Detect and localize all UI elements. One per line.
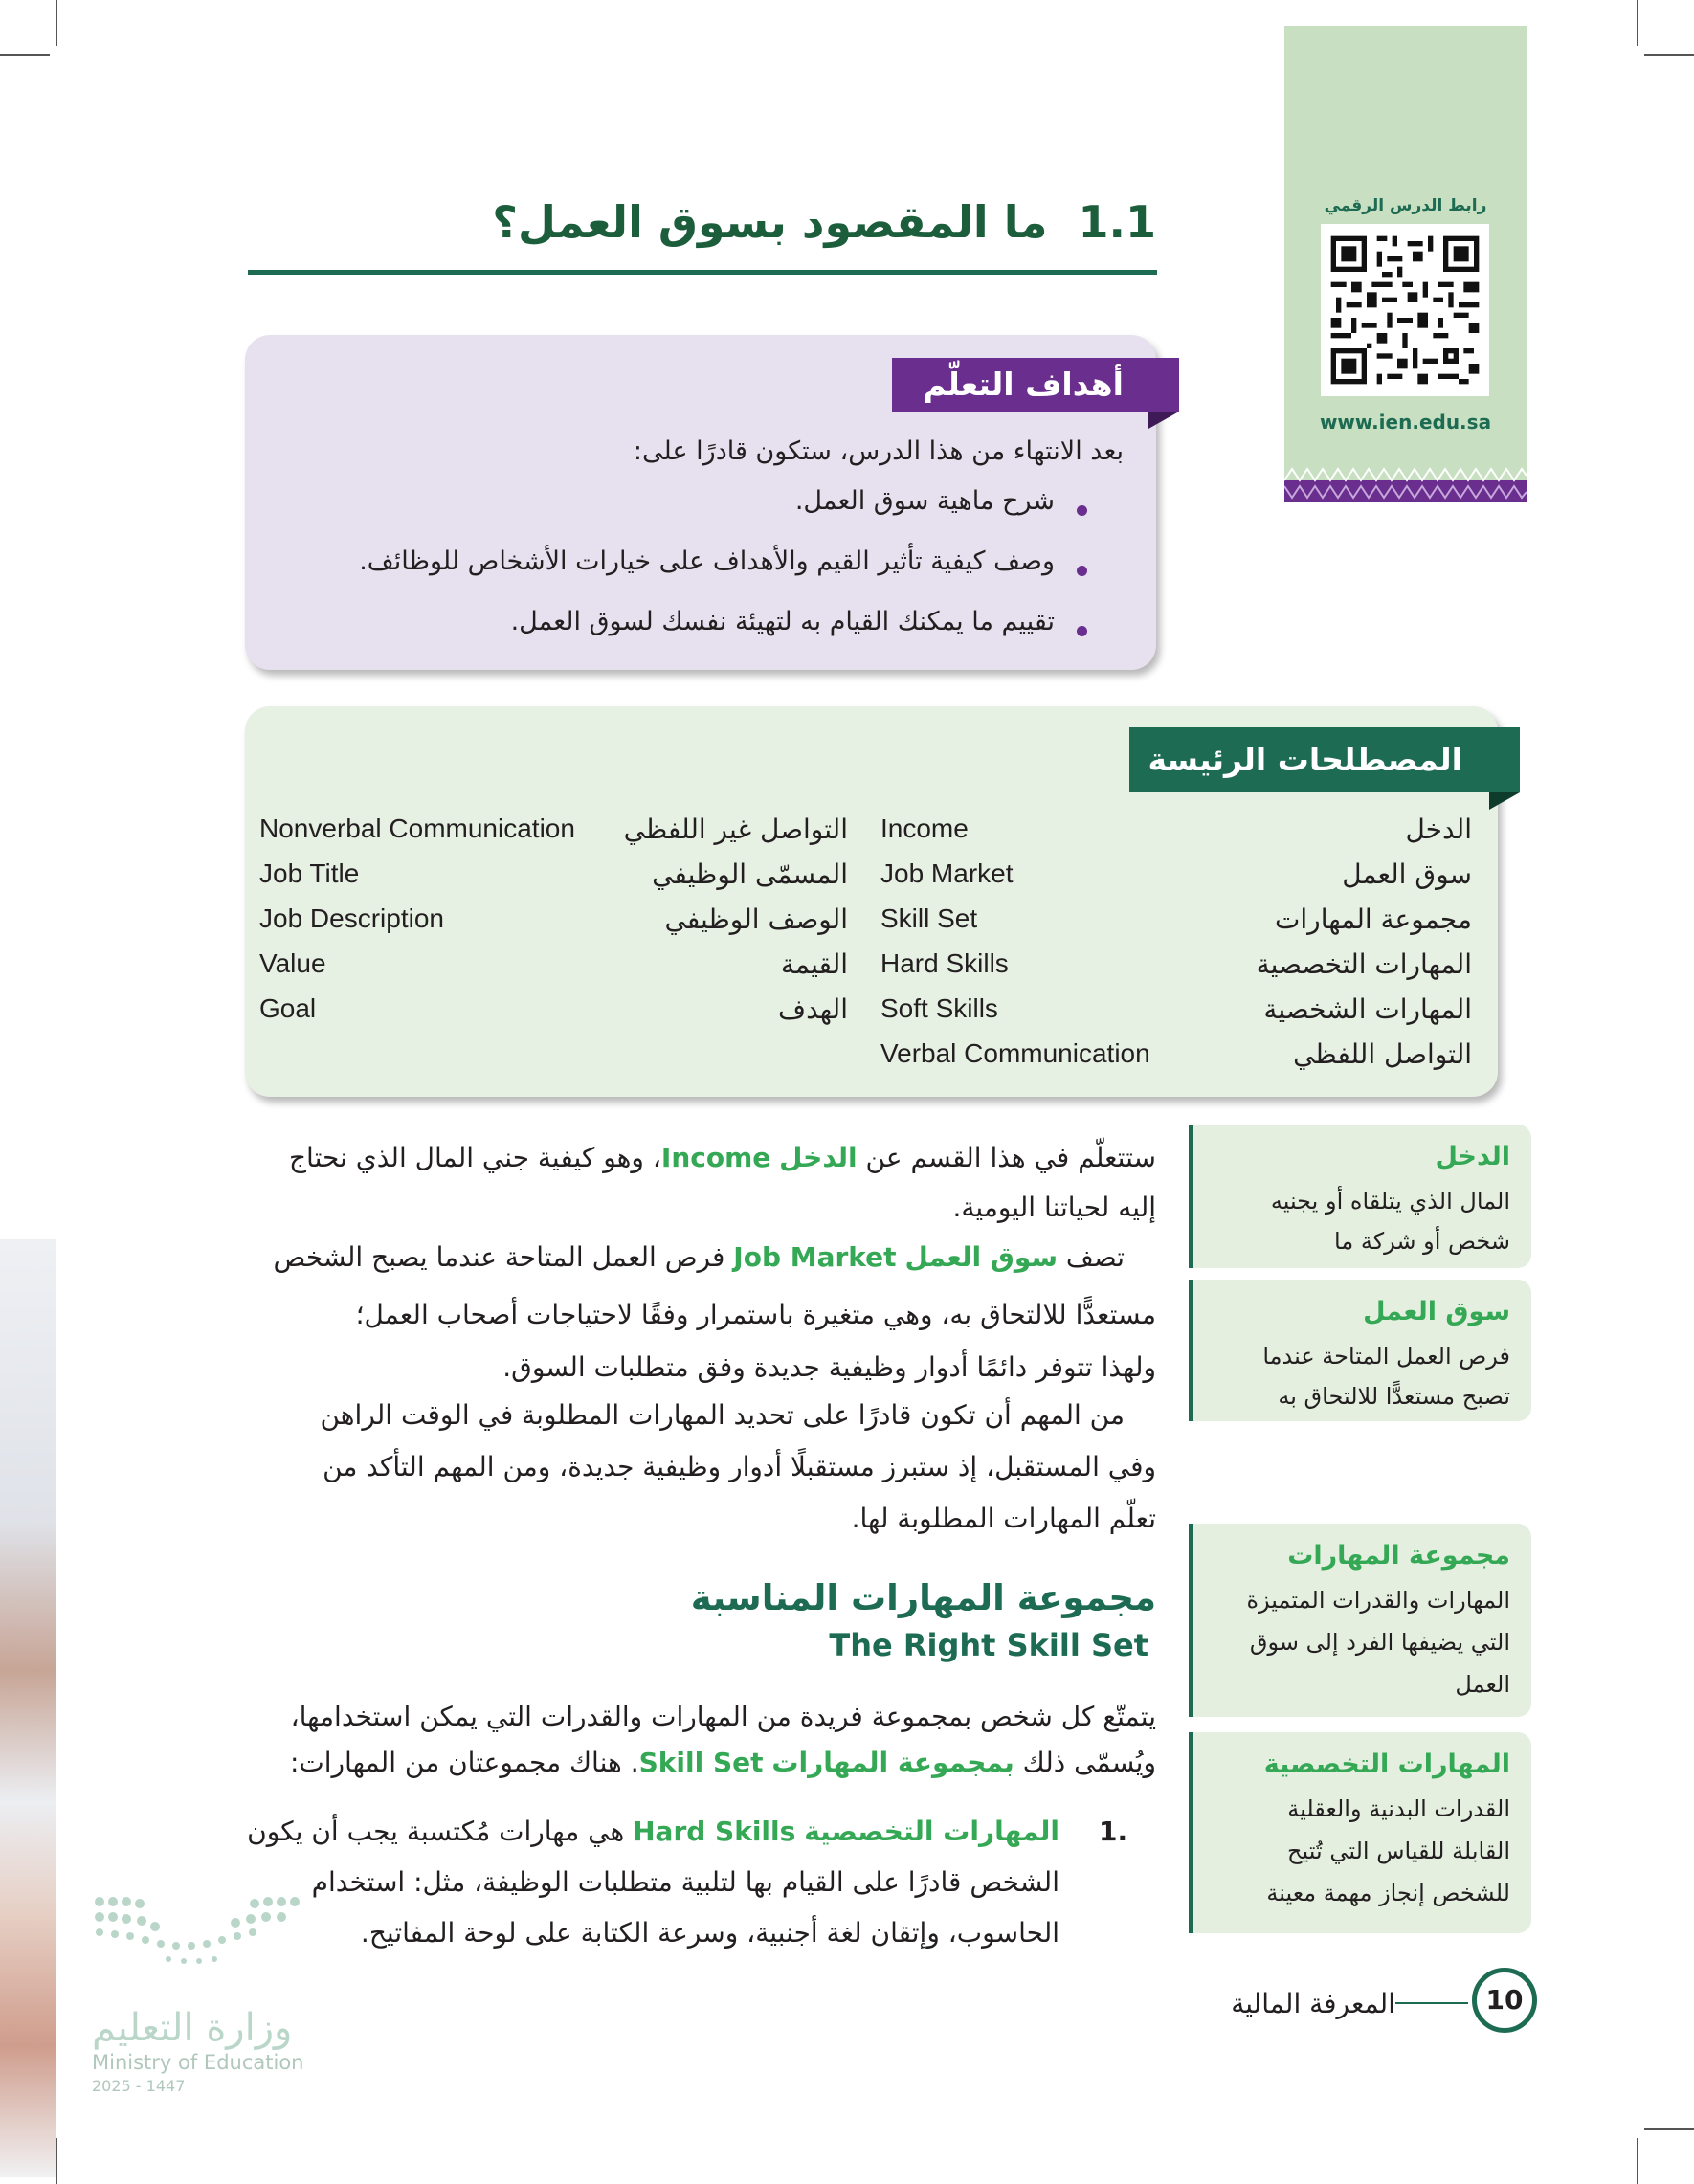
paragraph-line: ويُسمّى ذلك بمجموعة المهارات Skill Set. هناك مجموعتان من المهارات: — [289, 1747, 1156, 1778]
paragraph-line: وفي المستقبل، إذ ستبرز مستقبلًا أدوار وظيفية جديدة، ومن المهم التأكد من — [323, 1451, 1156, 1482]
list-number: 1. — [1099, 1816, 1128, 1847]
definition-line: العمل — [1455, 1671, 1510, 1698]
section-heading-en: The Right Skill Set — [829, 1627, 1148, 1663]
title-divider — [248, 270, 1157, 275]
bullet-dot — [1077, 566, 1087, 576]
paragraph-line: تعلّم المهارات المطلوبة لها. — [851, 1503, 1156, 1534]
objective-item: شرح ماهية سوق العمل. — [794, 486, 1055, 516]
ribbon-fold — [1489, 792, 1520, 810]
definition-line: القابلة للقياس التي تُتيح — [1287, 1838, 1510, 1864]
definition-box-skill-set — [1189, 1524, 1531, 1717]
paragraph-line: مستعدًّا للالتحاق به، وهي متغيرة باستمرار وفقًا لاحتياجات أصحاب العمل؛ — [355, 1299, 1156, 1330]
definition-line: للشخص إنجاز مهمة معينة — [1266, 1880, 1510, 1906]
term-ar: سوق العمل — [1342, 858, 1472, 890]
term-ar: المسمّى الوظيفي — [652, 858, 848, 890]
paragraph-line: ستتعلّم في هذا القسم عن الدخل Income، وهو كيفية جني المال الذي نحتاج — [288, 1142, 1156, 1173]
crop-mark — [1637, 2138, 1638, 2184]
paragraph-line: ولهذا تتوفر دائمًا أدوار وظيفية جديدة وفق متطلبات السوق. — [502, 1351, 1156, 1383]
definition-box-job-market — [1189, 1280, 1531, 1421]
term-ar: التواصل غير اللفظي — [623, 813, 848, 845]
book-title: المعرفة المالية — [1231, 1988, 1395, 2019]
objectives-intro: بعد الانتهاء من هذا الدرس، ستكون قادرًا على: — [633, 436, 1124, 466]
term-ar: مجموعة المهارات — [1275, 903, 1472, 935]
definition-line: المهارات والقدرات المتميزة — [1246, 1587, 1510, 1614]
term-en: Hard Skills — [880, 948, 1009, 978]
qr-code[interactable] — [1321, 224, 1489, 396]
ministry-logo-dots-icon — [92, 1890, 302, 1986]
definition-line: شخص أو شركة ما — [1334, 1228, 1510, 1255]
term-ar: التواصل اللفظي — [1293, 1038, 1472, 1070]
definition-title: سوق العمل — [1363, 1297, 1510, 1326]
paragraph-line: تصف سوق العمل Job Market فرص العمل المتاحة عندما يصبح الشخص — [273, 1241, 1125, 1273]
term-ar: القيمة — [780, 948, 848, 980]
paragraph-line: إليه لحياتنا اليومية. — [952, 1192, 1156, 1223]
lesson-title — [492, 196, 1156, 248]
term-en: Nonverbal Communication — [259, 813, 575, 843]
term-en: Job Market — [880, 858, 1014, 888]
definition-box-income — [1189, 1125, 1531, 1268]
crop-mark — [1644, 54, 1694, 56]
list-item-line: المهارات التخصصية Hard Skills هي مهارات مُكتسبة يجب أن يكون — [247, 1816, 1059, 1847]
definition-title: مجموعة المهارات — [1287, 1541, 1510, 1571]
term-en: Job Title — [259, 858, 360, 888]
paragraph-line: يتمتّع كل شخص بمجموعة فريدة من المهارات والقدرات التي يمكن استخدامها، — [290, 1701, 1156, 1732]
term-en: Value — [259, 948, 326, 978]
definition-title: الدخل — [1435, 1142, 1510, 1171]
lesson-title-text: ما المقصود بسوق العمل؟ — [492, 196, 1048, 248]
term-ar: الهدف — [778, 993, 848, 1025]
objective-item: تقييم ما يمكنك القيام به لتهيئة نفسك لسوق العمل. — [510, 607, 1055, 636]
bullet-dot — [1077, 626, 1087, 636]
objectives-heading: أهداف التعلّم — [892, 358, 1179, 412]
term-ar: الدخل — [1405, 813, 1472, 845]
term-ar: المهارات التخصصية — [1256, 948, 1472, 980]
crop-mark — [1637, 0, 1638, 46]
definition-line: المال الذي يتلقاه أو يجنيه — [1270, 1188, 1510, 1215]
list-item-line: الشخص قادرًا على القيام بها لتلبية متطلبات الوظيفة، مثل: استخدام — [311, 1866, 1059, 1898]
crop-mark — [56, 2138, 57, 2184]
definition-line: القدرات البدنية والعقلية — [1287, 1795, 1510, 1822]
term-ar: المهارات الشخصية — [1263, 993, 1472, 1025]
ministry-name-ar: وزارة التعليم — [92, 2006, 293, 2050]
term-en: Skill Set — [880, 903, 978, 933]
decorative-pattern — [1284, 461, 1527, 502]
definition-line: تصبح مستعدًّا للالتحاق به — [1278, 1383, 1510, 1410]
paragraph-line: من المهم أن تكون قادرًا على تحديد المهارات المطلوبة في الوقت الراهن — [320, 1399, 1125, 1431]
crop-mark — [56, 0, 57, 46]
ribbon-fold — [1148, 412, 1179, 429]
key-terms-heading: المصطلحات الرئيسة — [1129, 727, 1520, 792]
footer-divider — [1395, 2002, 1468, 2004]
ministry-year: 2025 - 1447 — [92, 2077, 186, 2095]
ministry-name-en: Ministry of Education — [92, 2051, 304, 2074]
bullet-dot — [1077, 505, 1087, 516]
term-en: Verbal Communication — [880, 1038, 1150, 1068]
crop-mark — [0, 54, 50, 56]
lesson-number: 1.1 — [1078, 196, 1156, 248]
term-en: Soft Skills — [880, 993, 998, 1023]
term-en: Job Description — [259, 903, 444, 933]
term-en: Goal — [259, 993, 317, 1023]
definition-box-hard-skills — [1189, 1732, 1531, 1933]
digital-lesson-panel — [1284, 26, 1527, 502]
objective-item: وصف كيفية تأثير القيم والأهداف على خيارات الأشخاص للوظائف. — [359, 546, 1055, 576]
definition-line: التي يضيفها الفرد إلى سوق — [1249, 1629, 1510, 1656]
page-number: 10 — [1472, 1968, 1537, 2033]
definition-line: فرص العمل المتاحة عندما — [1262, 1343, 1510, 1370]
photo-strip — [0, 1239, 56, 2177]
crop-mark — [1644, 2128, 1694, 2130]
lesson-url[interactable]: www.ien.edu.sa — [1319, 411, 1492, 434]
term-ar: الوصف الوظيفي — [664, 903, 848, 935]
section-heading-ar: مجموعة المهارات المناسبة — [690, 1577, 1156, 1618]
qr-caption: رابط الدرس الرقمي — [1324, 196, 1487, 215]
definition-title: المهارات التخصصية — [1263, 1749, 1510, 1779]
list-item-line: الحاسوب، وإتقان لغة أجنبية، وسرعة الكتابة على لوحة المفاتيح. — [360, 1917, 1059, 1949]
term-en: Income — [880, 813, 969, 843]
